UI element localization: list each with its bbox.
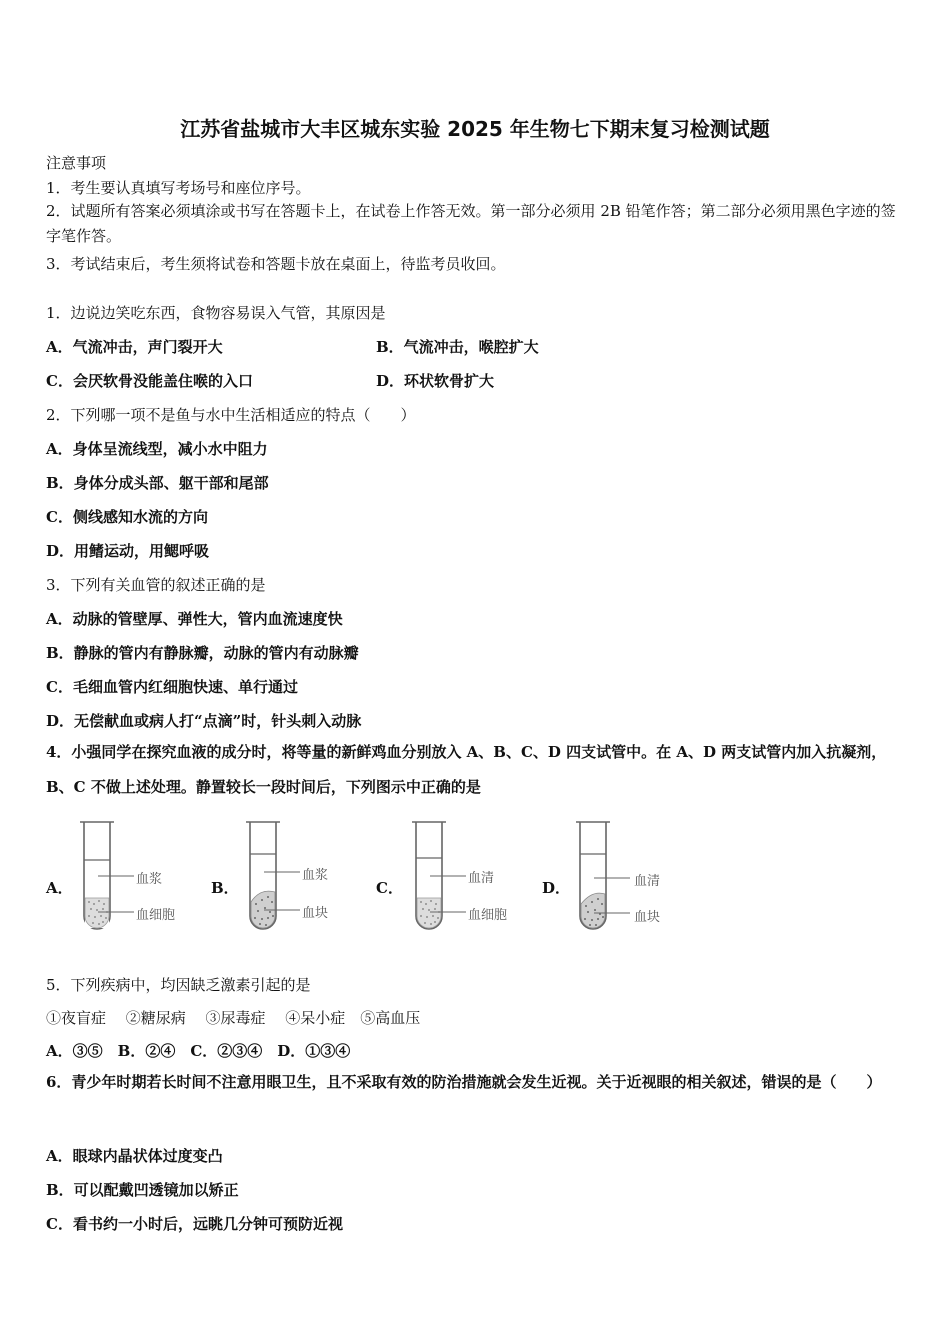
q6-option-a: A．眼球内晶状体过度变凸 (46, 1147, 223, 1165)
q4-tube-a-top-label: 血浆 (136, 872, 163, 887)
q3-option-d: D．无偿献血或病人打“点滴”时，针头刺入动脉 (46, 712, 362, 730)
q6-option-c: C．看书约一小时后，远眺几分钟可预防近视 (46, 1215, 343, 1233)
notice-heading: 注意事项 (46, 154, 107, 172)
q1-stem: 1．边说边笑吃东西，食物容易误入气管，其原因是 (46, 304, 386, 322)
q4-tube-a-letter: A． (46, 879, 73, 897)
q4-tube-d-bottom-label: 血块 (634, 910, 661, 925)
q5-stem: 5．下列疾病中，均因缺乏激素引起的是 (46, 976, 311, 994)
notice-item-2: 2．试题所有答案必须填涂或书写在答题卡上，在试卷上作答无效。第一部分必须用 2B 铅笔作答；第二部分必须用黑色字迹的签字笔作答。 (46, 202, 896, 245)
q4-tube-a-figure (70, 818, 200, 942)
q3-option-a: A．动脉的管壁厚、弹性大，管内血流速度快 (46, 610, 343, 628)
q5-items: ①夜盲症 ②糖尿病 ③尿毒症 ④呆小症 ⑤高血压 (46, 1009, 421, 1027)
q1-option-b: B．气流冲击，喉腔扩大 (376, 338, 539, 356)
q1-option-d: D．环状软骨扩大 (376, 372, 495, 390)
q4-tube-c-letter: C． (376, 879, 403, 897)
q3-option-c: C．毛细血管内红细胞快速、单行通过 (46, 678, 298, 696)
q1-option-a: A．气流冲击，声门裂开大 (46, 338, 223, 356)
q2-option-b: B．身体分成头部、躯干部和尾部 (46, 474, 269, 492)
q4-tube-b-letter: B． (211, 879, 239, 897)
q4-tube-c-bottom-label: 血细胞 (468, 908, 508, 923)
q3-option-b: B．静脉的管内有静脉瓣，动脉的管内有动脉瓣 (46, 644, 359, 662)
q6-option-b: B．可以配戴凹透镜加以矫正 (46, 1181, 239, 1199)
q2-stem: 2．下列哪一项不是鱼与水中生活相适应的特点（ ） (46, 406, 416, 424)
q4-tube-d-letter: D． (542, 879, 571, 897)
q4-tube-c-figure (402, 818, 532, 942)
q3-stem: 3．下列有关血管的叙述正确的是 (46, 576, 266, 594)
q5-options: A．③⑤ B．②④ C．②③④ D．①③④ (46, 1042, 351, 1060)
q6-stem: 6．青少年时期若长时间不注意用眼卫生，且不采取有效的防治措施就会发生近视。关于近视眼的相关叙述，错误的是（ ） (46, 1073, 882, 1091)
q2-option-c: C．侧线感知水流的方向 (46, 508, 208, 526)
q4-tube-b-bottom-label: 血块 (302, 906, 329, 921)
q4-tube-d-top-label: 血清 (634, 874, 661, 889)
notice-item-1: 1．考生要认真填写考场号和座位序号。 (46, 179, 311, 197)
q4-tube-b-figure (236, 818, 366, 942)
q4-tube-c-top-label: 血清 (468, 871, 495, 886)
q4-tube-d-figure (566, 818, 696, 942)
q4-stem: 4．小强同学在探究血液的成分时，将等量的新鲜鸡血分别放入 A、B、C、D 四支试管中。在 A、D 两支试管内加入抗凝剂，B、C 不做上述处理。静置较长一段时间后，下列图示中正确的是 (46, 743, 887, 796)
q4-tube-b-top-label: 血浆 (302, 868, 329, 883)
q2-option-a: A．身体呈流线型，减小水中阻力 (46, 440, 268, 458)
q2-option-d: D．用鳍运动，用鳃呼吸 (46, 542, 210, 560)
page-title: 江苏省盐城市大丰区城东实验 2025 年生物七下期末复习检测试题 (180, 117, 770, 141)
notice-item-3: 3．考试结束后，考生须将试卷和答题卡放在桌面上，待监考员收回。 (46, 255, 506, 273)
q1-option-c: C．会厌软骨没能盖住喉的入口 (46, 372, 253, 390)
q4-tube-a-bottom-label: 血细胞 (136, 908, 176, 923)
